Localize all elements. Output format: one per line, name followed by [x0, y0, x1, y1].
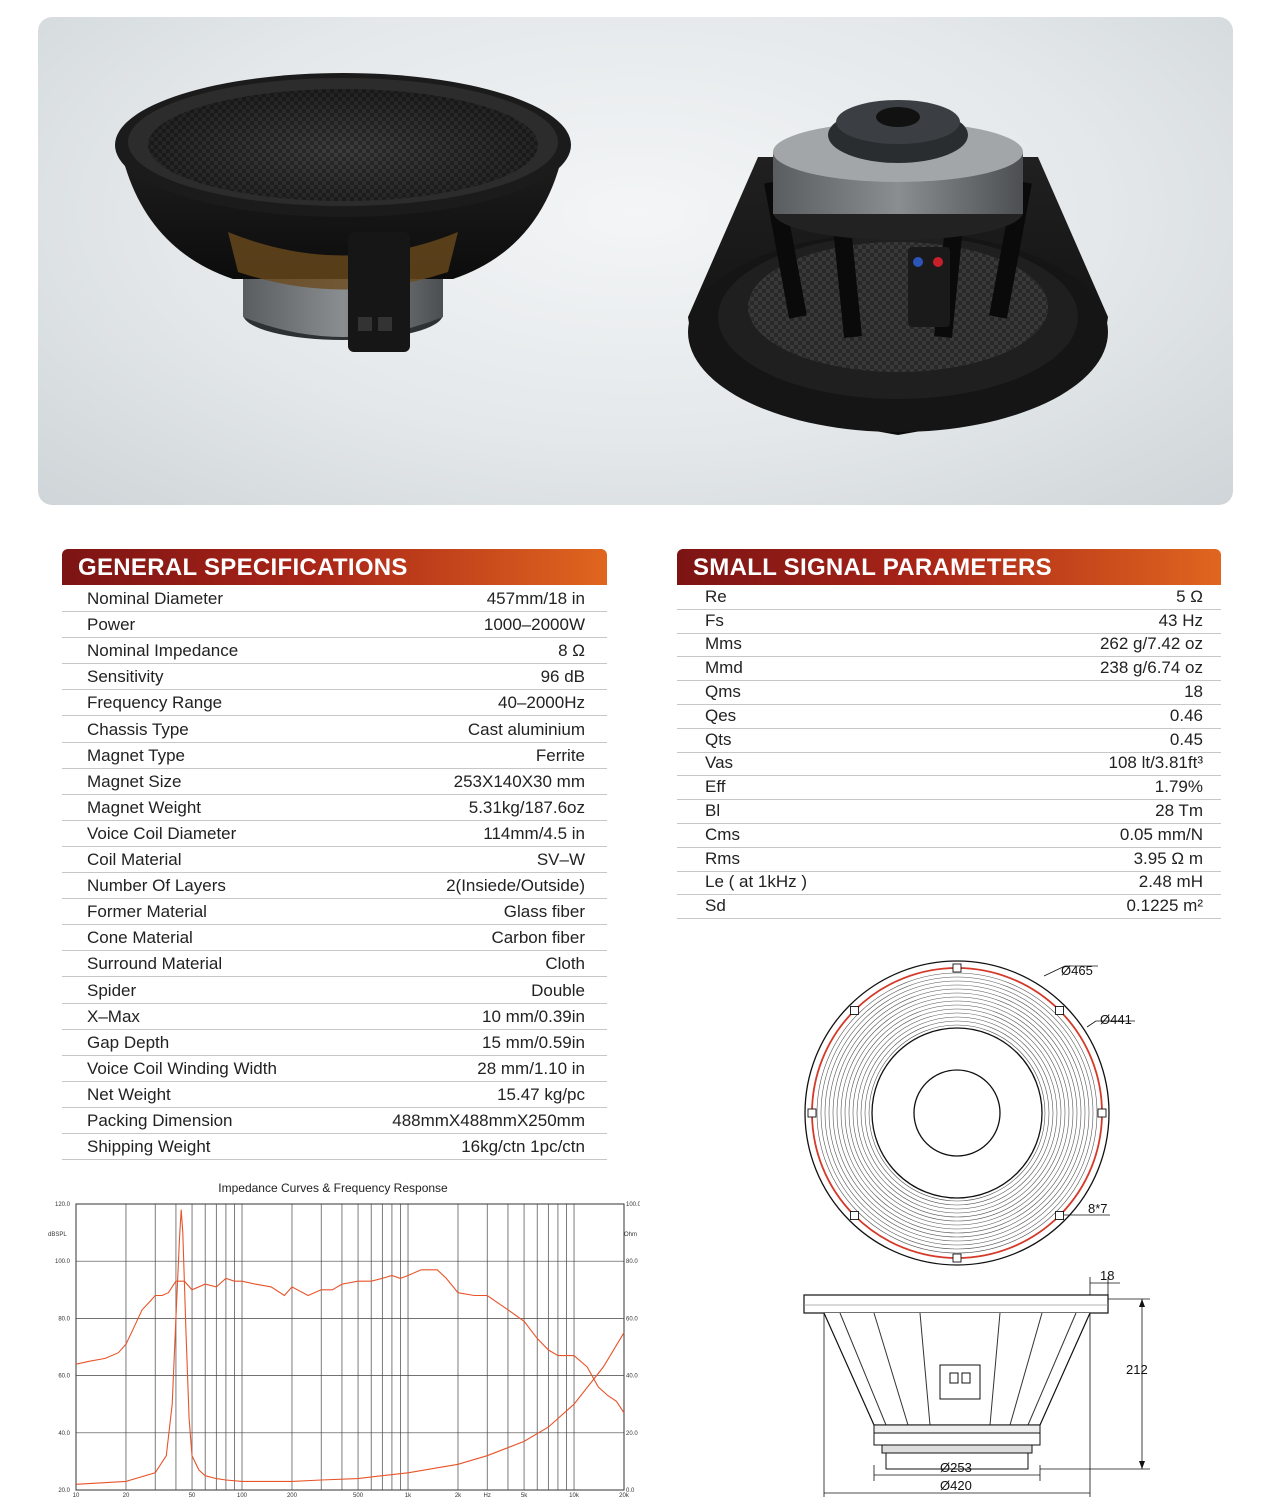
mounting-hole — [1056, 1006, 1064, 1014]
x-tick-label: 1k — [404, 1493, 412, 1499]
x-tick-label: 10k — [569, 1493, 579, 1499]
spec-value: 2(Insiede/Outside) — [446, 876, 585, 896]
spec-value: 457mm/18 in — [486, 589, 585, 609]
x-tick-label: 10 — [72, 1493, 80, 1499]
x-tick-label: 200 — [286, 1493, 297, 1499]
height-212-label: 212 — [1126, 1362, 1148, 1377]
speaker-front-image — [115, 73, 571, 352]
spec-row — [62, 585, 607, 612]
spec-label: Bl — [705, 800, 721, 820]
spec-row — [677, 656, 1221, 681]
right-axis-unit: Ohm — [624, 1232, 638, 1238]
spec-row — [62, 663, 607, 690]
spec-row — [62, 1003, 607, 1030]
general-specifications-table — [62, 585, 607, 1160]
spec-label: Le ( at 1kHz ) — [705, 872, 808, 892]
spec-value: 5 Ω — [1176, 586, 1203, 606]
spec-value: 0.45 — [1169, 729, 1203, 749]
spec-label: Coil Material — [87, 850, 182, 870]
spec-row — [677, 585, 1221, 610]
spec-value: 262 g/7.42 oz — [1099, 634, 1203, 654]
spec-row — [677, 823, 1221, 848]
spec-row — [62, 742, 607, 769]
spec-label: Nominal Diameter — [87, 589, 224, 609]
x-tick-label: 2k — [454, 1493, 462, 1499]
spec-value: 253X140X30 mm — [453, 771, 585, 791]
spec-label: Mmd — [705, 658, 743, 678]
spec-row — [677, 752, 1221, 777]
spec-value: Double — [531, 980, 585, 1000]
diameter-420-label: Ø420 — [940, 1478, 972, 1493]
impedance-frequency-chart — [40, 1178, 640, 1500]
small-signal-parameters-table — [677, 585, 1221, 919]
spec-row — [677, 847, 1221, 872]
y-right-tick-label: 20.0 — [626, 1430, 638, 1437]
spec-row — [677, 680, 1221, 705]
flange-18-label: 18 — [1100, 1268, 1115, 1283]
spec-value: 5.31kg/187.6oz — [468, 797, 585, 817]
spec-row — [677, 775, 1221, 800]
spec-label: Vas — [705, 753, 734, 773]
mounting-hole — [850, 1212, 858, 1220]
spec-label: Gap Depth — [87, 1032, 170, 1052]
x-tick-label: 500 — [353, 1493, 364, 1499]
diameter-253-label: Ø253 — [940, 1460, 972, 1475]
spec-row — [62, 977, 607, 1004]
y-right-tick-label: 100.0 — [626, 1202, 640, 1208]
x-tick-label: 20 — [122, 1493, 130, 1499]
spec-label: Fs — [705, 610, 724, 630]
y-left-tick-label: 60.0 — [58, 1373, 70, 1380]
spec-value: 40–2000Hz — [498, 693, 585, 713]
y-left-tick-label: 20.0 — [58, 1488, 70, 1494]
spec-row — [62, 1081, 607, 1108]
spec-label: Magnet Weight — [87, 797, 202, 817]
spec-label: Surround Material — [87, 954, 223, 974]
spec-label: Number Of Layers — [87, 876, 226, 896]
spec-row — [62, 1055, 607, 1082]
spec-value: 0.46 — [1169, 705, 1203, 725]
x-tick-label: 50 — [188, 1493, 196, 1499]
spec-label: Chassis Type — [87, 719, 189, 739]
spec-label: Eff — [705, 777, 726, 797]
spec-label: Sensitivity — [87, 667, 164, 687]
y-right-tick-label: 80.0 — [626, 1259, 638, 1266]
spec-value: Carbon fiber — [491, 928, 585, 948]
spec-row — [677, 799, 1221, 824]
spec-row — [62, 611, 607, 638]
spec-row — [62, 898, 607, 925]
spec-value: 28 mm/1.10 in — [477, 1058, 585, 1078]
spec-label: Qes — [705, 705, 737, 725]
spec-label: Nominal Impedance — [87, 641, 239, 661]
spec-label: Magnet Size — [87, 771, 182, 791]
spec-row — [62, 768, 607, 795]
mounting-hole — [1056, 1212, 1064, 1220]
y-right-tick-label: 60.0 — [626, 1316, 638, 1323]
y-left-tick-label: 120.0 — [54, 1202, 70, 1208]
small-signal-parameters-header: SMALL SIGNAL PARAMETERS — [677, 549, 1221, 585]
spec-value: 114mm/4.5 in — [483, 823, 585, 843]
spec-row — [677, 633, 1221, 658]
spec-row — [677, 728, 1221, 753]
spec-row — [62, 1133, 607, 1160]
chart-title: Impedance Curves & Frequency Response — [218, 1181, 448, 1195]
spec-value: Glass fiber — [503, 902, 585, 922]
spec-row — [677, 894, 1221, 919]
y-left-tick-label: 40.0 — [58, 1430, 70, 1437]
spec-value: 488mmX488mmX250mm — [392, 1111, 585, 1131]
spec-row — [62, 846, 607, 873]
spec-label: Qts — [705, 729, 732, 749]
plot-frame — [76, 1204, 624, 1490]
spec-row — [677, 704, 1221, 729]
spec-label: Frequency Range — [87, 693, 223, 713]
general-specifications-header: GENERAL SPECIFICATIONS — [62, 549, 607, 585]
spec-value: 2.48 mH — [1138, 872, 1203, 892]
spec-row — [62, 950, 607, 977]
spec-value: 15.47 kg/pc — [497, 1084, 585, 1104]
spec-label: Cms — [705, 824, 740, 844]
spec-value: 108 lt/3.81ft³ — [1108, 753, 1203, 773]
spec-row — [62, 820, 607, 847]
spec-label: Magnet Type — [87, 745, 185, 765]
spec-label: Shipping Weight — [87, 1137, 211, 1157]
spec-value: 8 Ω — [558, 641, 585, 661]
spec-row — [62, 1107, 607, 1134]
spec-value: 1.79% — [1154, 777, 1203, 797]
spec-label: Sd — [705, 896, 726, 916]
spec-row — [62, 637, 607, 664]
spec-label: Rms — [705, 848, 740, 868]
spec-row — [62, 716, 607, 743]
spec-row — [62, 689, 607, 716]
spec-label: Spider — [87, 980, 137, 1000]
spec-label: Cone Material — [87, 928, 193, 948]
spec-label: Packing Dimension — [87, 1111, 233, 1131]
spec-value: 3.95 Ω m — [1133, 848, 1203, 868]
spec-value: 0.05 mm/N — [1119, 824, 1203, 844]
y-right-tick-label: 0.0 — [626, 1488, 635, 1494]
x-tick-label: 100 — [237, 1493, 248, 1499]
holes-label: 8*7 — [1088, 1201, 1108, 1216]
spec-value: 43 Hz — [1158, 610, 1203, 630]
spec-row — [62, 924, 607, 951]
left-axis-unit: dBSPL — [48, 1232, 67, 1238]
y-left-tick-label: 80.0 — [58, 1316, 70, 1323]
spec-value: 28 Tm — [1155, 800, 1203, 820]
side-view-drawing — [790, 1265, 1210, 1500]
spec-label: Re — [705, 586, 727, 606]
diameter-465-label: Ø465 — [1061, 963, 1093, 978]
spec-value: 96 dB — [540, 667, 585, 687]
spec-value: SV–W — [536, 850, 585, 870]
diameter-441-label: Ø441 — [1100, 1012, 1132, 1027]
spec-value: 16kg/ctn 1pc/ctn — [461, 1137, 585, 1157]
spec-label: Voice Coil Winding Width — [87, 1058, 277, 1078]
y-right-tick-label: 40.0 — [626, 1373, 638, 1380]
spec-label: X–Max — [87, 1006, 140, 1026]
top-view-drawing — [790, 945, 1190, 1275]
spec-row — [677, 609, 1221, 634]
spec-row — [677, 871, 1221, 896]
spec-value: Cloth — [545, 954, 585, 974]
spec-value: 18 — [1184, 681, 1203, 701]
spec-value: 238 g/6.74 oz — [1099, 658, 1203, 678]
spec-label: Former Material — [87, 902, 207, 922]
spec-row — [62, 1029, 607, 1056]
speaker-rear-image — [688, 100, 1108, 435]
spec-label: Qms — [705, 681, 741, 701]
spec-value: 15 mm/0.59in — [482, 1032, 585, 1052]
y-left-tick-label: 100.0 — [54, 1259, 70, 1266]
spec-label: Net Weight — [87, 1084, 171, 1104]
mounting-hole — [1098, 1109, 1106, 1117]
x-tick-label: 20k — [619, 1493, 629, 1499]
chart-canvas — [40, 1178, 640, 1500]
x-unit-label: Hz — [483, 1493, 491, 1499]
spec-value: 0.1225 m² — [1126, 896, 1203, 916]
spec-value: 10 mm/0.39in — [482, 1006, 585, 1026]
x-tick-label: 5k — [520, 1493, 528, 1499]
mounting-hole — [953, 1254, 961, 1262]
spec-label: Mms — [705, 634, 742, 654]
mounting-hole — [953, 964, 961, 972]
product-photo-panel — [38, 17, 1233, 505]
dust-cap — [914, 1070, 1000, 1156]
spec-value: Cast aluminium — [467, 719, 585, 739]
spec-row — [62, 872, 607, 899]
spec-row — [62, 794, 607, 821]
chart-grid — [76, 1204, 624, 1490]
spec-value: 1000–2000W — [483, 615, 585, 635]
spec-label: Power — [87, 615, 136, 635]
mounting-hole — [808, 1109, 816, 1117]
spec-label: Voice Coil Diameter — [87, 823, 237, 843]
spec-value: Ferrite — [535, 745, 585, 765]
mounting-hole — [850, 1006, 858, 1014]
